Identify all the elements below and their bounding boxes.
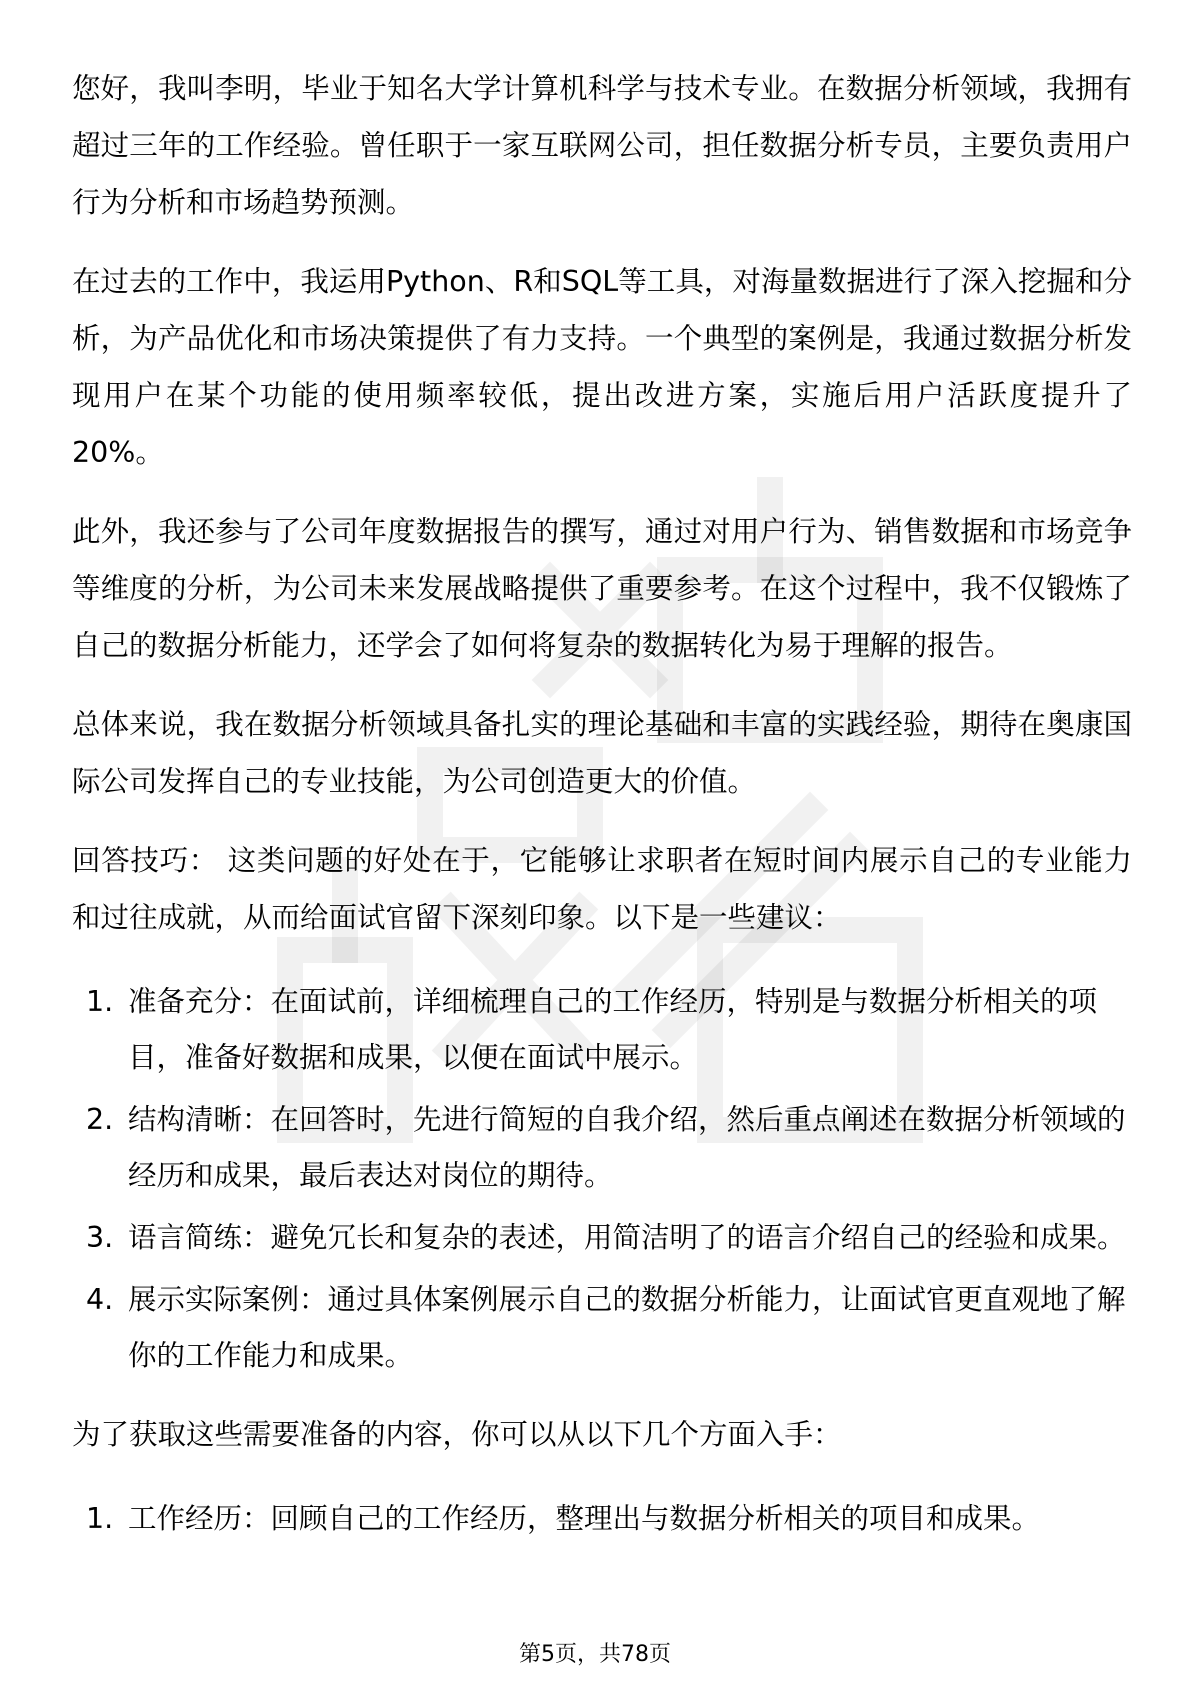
page-number-footer: 第5页，共78页 (519, 1642, 671, 1667)
list-item-number: 1. (86, 1502, 114, 1535)
list-item-text: 语言简练：避免冗长和复杂的表述，用简洁明了的语言介绍自己的经验和成果。 (128, 1221, 1126, 1254)
list-item-text: 准备充分：在面试前，详细梳理自己的工作经历，特别是与数据分析相关的项目，准备好数据和成果，以便在面试中展示。 (128, 985, 1098, 1074)
tips-intro-paragraph: 回答技巧： 这类问题的好处在于，它能够让求职者在短时间内展示自己的专业能力和过往成就，从而给面试官留下深刻印象。以下是一些建议： (72, 844, 1132, 934)
tips-list (72, 974, 1132, 1384)
list-item-text: 结构清晰：在回答时，先进行简短的自我介绍，然后重点阐述在数据分析领域的经历和成果，最后表达对岗位的期待。 (128, 1103, 1126, 1192)
list-item-text: 工作经历：回顾自己的工作经历，整理出与数据分析相关的项目和成果。 (128, 1502, 1041, 1535)
list-item-number: 1. (86, 985, 114, 1018)
report-paragraph: 此外，我还参与了公司年度数据报告的撰写，通过对用户行为、销售数据和市场竞争等维度的分析，为公司未来发展战略提供了重要参考。在这个过程中，我不仅锻炼了自己的数据分析能力，还学会了如何将复杂的数据转化为易于理解的报告。 (72, 515, 1132, 662)
list-item (72, 974, 1132, 1086)
sources-list (72, 1491, 1132, 1547)
list-item-number: 4. (86, 1283, 114, 1316)
experience-paragraph: 在过去的工作中，我运用Python、R和SQL等工具，对海量数据进行了深入挖掘和分析，为产品优化和市场决策提供了有力支持。一个典型的案例是，我通过数据分析发现用户在某个功能的使用频率较低，提出改进方案，实施后用户活跃度提升了20%。 (72, 265, 1132, 469)
list-item-number: 2. (86, 1103, 114, 1136)
document-body (72, 60, 1132, 1553)
list-item-text: 展示实际案例：通过具体案例展示自己的数据分析能力，让面试官更直观地了解你的工作能力和成果。 (128, 1283, 1126, 1372)
list-item (72, 1272, 1132, 1384)
intro-paragraph: 您好，我叫李明，毕业于知名大学计算机科学与技术专业。在数据分析领域，我拥有超过三年的工作经验。曾任职于一家互联网公司，担任数据分析专员，主要负责用户行为分析和市场趋势预测。 (72, 72, 1132, 219)
sources-intro-paragraph: 为了获取这些需要准备的内容，你可以从以下几个方面入手： (72, 1418, 842, 1451)
list-item (72, 1491, 1132, 1547)
list-item-number: 3. (86, 1221, 114, 1254)
list-item (72, 1210, 1132, 1266)
summary-paragraph: 总体来说，我在数据分析领域具备扎实的理论基础和丰富的实践经验，期待在奥康国际公司发挥自己的专业技能，为公司创造更大的价值。 (72, 708, 1132, 798)
list-item (72, 1092, 1132, 1204)
